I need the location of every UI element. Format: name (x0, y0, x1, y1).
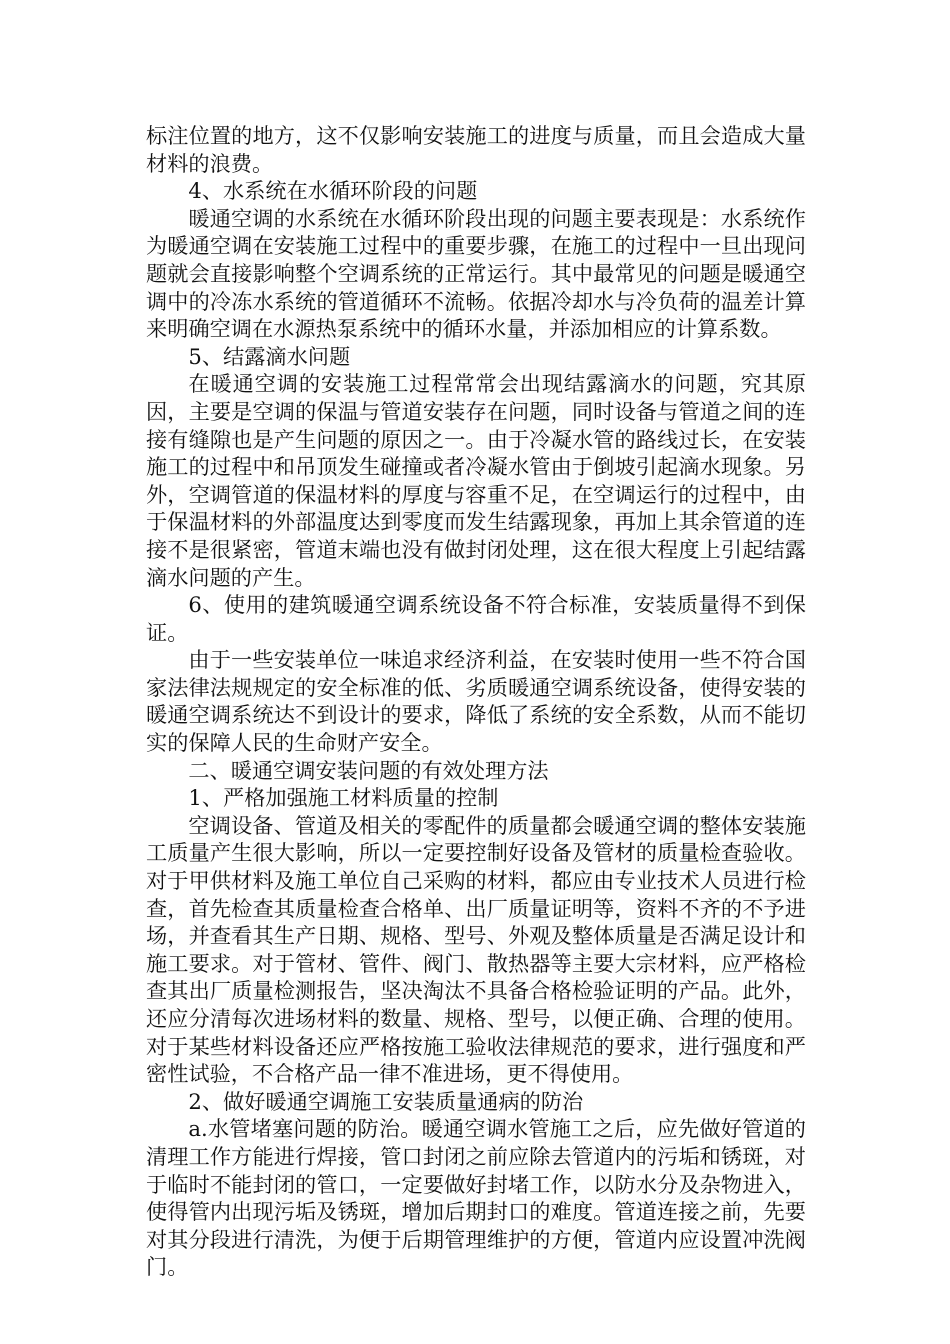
heading-water-cycle-problem: 4、水系统在水循环阶段的问题 (188, 178, 478, 204)
heading-material-quality: 1、严格加强施工材料质量的控制 (188, 785, 499, 811)
paragraph-material-quality: 空调设备、管道及相关的零配件的质量都会暖通空调的整体安装施工质量产生很大影响，所以一定要控制好设备及管材的质量检查验收。对于甲供材料及施工单位自己采购的材料，都应由专业技术人员进行检查，首先检查其质量检查合格单、出厂质量证明等，资料不齐的不予进场，并查看其生产日期、规格、型号、外观及整体质量是否满足设计和施工要求。对于管材、管件、阀门、散热器等主要大宗材料，应严格检查其出厂质量检测报告，坚决淘汰不具备合格检验证明的产品。此外，还应分清每次进场材料的数量、规格、型号，以便正确、合理的使用。对于某些材料设备还应严格按施工验收法律规范的要求，进行强度和严密性试验，不合格产品一律不准进场，更不得使用。 (146, 812, 806, 1087)
paragraph-water-cycle: 暖通空调的水系统在水循环阶段出现的问题主要表现是：水系统作为暖通空调在安装施工过程中的重要步骤，在施工的过程中一旦出现问题就会直接影响整个空调系统的正常运行。其中最常见的问题是暖通空调中的冷冻水系统的管道循环不流畅。依据冷却水与冷负荷的温差计算来明确空调在水源热泵系统中的循环水量，并添加相应的计算系数。 (146, 205, 806, 342)
paragraph-condensation: 在暖通空调的安装施工过程常常会出现结露滴水的问题，究其原因，主要是空调的保温与管道安装存在问题，同时设备与管道之间的连接有缝隙也是产生问题的原因之一。由于冷凝水管的路线过长，在安装施工的过程中和吊顶发生碰撞或者冷凝水管由于倒坡引起滴水现象。另外，空调管道的保温材料的厚度与容重不足，在空调运行的过程中，由于保温材料的外部温度达到零度而发生结露现象，再加上其余管道的连接不是很紧密，管道末端也没有做封闭处理，这在很大程度上引起结露滴水问题的产生。 (146, 371, 806, 590)
paragraph-pipe-blockage: a.水管堵塞问题的防治。暖通空调水管施工之后，应先做好管道的清理工作方能进行焊接，管口封闭之前应除去管道内的污垢和锈斑，对于临时不能封闭的管口，一定要做好封堵工作，以防水分及杂物进入，使得管内出现污垢及锈斑，增加后期封口的难度。管道连接之前，先要对其分段进行清洗，为便于后期管理维护的方便，管道内应设置冲洗阀门。 (146, 1116, 806, 1280)
document-page (146, 122, 806, 1281)
heading-substandard-equipment: 6、使用的建筑暖通空调系统设备不符合标准，安装质量得不到保证。 (146, 592, 806, 645)
paragraph-continuation: 标注位置的地方，这不仅影响安装施工的进度与质量，而且会造成大量材料的浪费。 (146, 123, 806, 176)
paragraph-substandard-equipment: 由于一些安装单位一味追求经济利益，在安装时使用一些不符合国家法律法规规定的安全标准的低、劣质暖通空调系统设备，使得安装的暖通空调系统达不到设计的要求，降低了系统的安全系数，从而不能切实的保障人民的生命财产安全。 (146, 647, 806, 756)
heading-condensation-drip: 5、结露滴水问题 (188, 343, 351, 369)
heading-common-defects: 2、做好暖通空调施工安装质量通病的防治 (188, 1088, 584, 1114)
section-heading-solutions: 二、暖通空调安装问题的有效处理方法 (188, 757, 549, 783)
